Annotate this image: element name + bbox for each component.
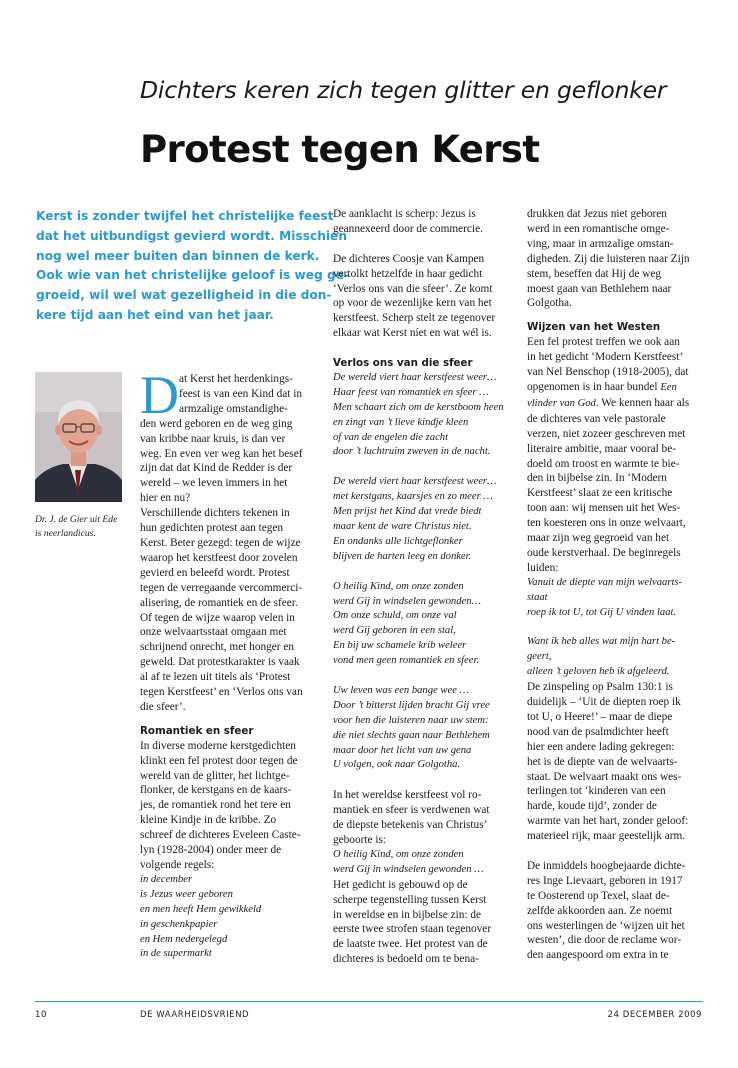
text-line: de diepste betekenis van Christus’ [333, 819, 488, 832]
text-line: mantiek en sfeer is verdwenen wat [333, 804, 490, 817]
text-line: kerstfeest. Scherp stelt ze tegenover [333, 312, 496, 325]
text-line: de dichteres van vele pastorale [527, 412, 666, 425]
text-line: Het gedicht is gebouwd op de [333, 878, 468, 891]
text-line: materieel rijk, maar geestelijk arm. [527, 830, 686, 843]
photo-caption [35, 513, 135, 541]
poem-line: werd Gij geboren in een stal, [333, 625, 456, 637]
poem-line: En bij uw schamele krib weleer [333, 640, 467, 652]
poem-line: in december [140, 873, 193, 885]
text-line: De dichteres Coosje van Kampen [333, 252, 485, 265]
text-line: gevierd en beleefd wordt. Protest [140, 566, 290, 579]
text-line: armzalige omstandighe- [179, 402, 288, 415]
poem-line: in geschenkpapier [140, 918, 218, 930]
text-line: stem, beseffen dat Hij de weg [527, 267, 662, 280]
text-line: wereld van de glitter, het lichtge- [140, 769, 290, 782]
text-line: onze welvaartsstaat omgaan met [140, 626, 287, 639]
text-line: moest gaan van Bethlehem naar [527, 282, 672, 295]
text-line: den in bijbelse zin. In ‘Modern [527, 472, 667, 485]
poem-line: Haar feest van romantiek en sfeer … [333, 386, 489, 398]
text-line: te Oosterend op Texel, slaat de- [527, 889, 670, 902]
text-line: jes, de romantiek rond het tere en [140, 799, 291, 812]
caption-line: Dr. J. de Gier uit Ede [35, 514, 118, 525]
footer-rule [35, 1001, 703, 1002]
poem-line: geert, [527, 651, 552, 663]
text-line: doeld om troost en warmte te bie- [527, 457, 680, 470]
text-line: van Nel Benschop (1918-2005), dat [527, 366, 689, 379]
text-line: tegen de verregaande vercommerci- [140, 581, 303, 594]
text-line: luiden: [527, 561, 559, 574]
text-line: Kerstfeest’ slaat ze een kritische [527, 487, 673, 500]
text-line: den aangespoord om extra in te [527, 949, 669, 962]
text-line: maar zijn weg gegroeid van het [527, 532, 670, 545]
text-line: lyn (1928-2004) onder meer de [140, 844, 282, 857]
text-line: drukken dat Jezus niet geboren [527, 208, 667, 220]
poem-line: is Jezus weer geboren [140, 888, 233, 900]
article-headline: Protest tegen Kerst [140, 128, 540, 171]
poem-line: Men schaart zich om de kerstboom heen [333, 401, 504, 413]
article-column-1 [140, 372, 320, 962]
lead-paragraph [36, 207, 350, 326]
poem-line: De wereld viert haar kerstfeest weer… [333, 371, 497, 383]
lead-line: Kerst is zonder twijfel het christelijke feest [36, 209, 334, 223]
paragraph-gap [527, 311, 705, 320]
poem-line: staat [527, 591, 548, 603]
poem-line: En ondanks alle lichtgeflonker [333, 535, 463, 547]
poem-line: Want ik heb alles wat mijn hart be- [527, 636, 676, 648]
text-line: Een fel protest treffen we ook aan [527, 336, 680, 349]
text-line: De aanklacht is scherp: Jezus is [333, 208, 476, 220]
text-line: scherpe tegenstelling tussen Kerst [333, 893, 487, 906]
poem-line: U volgen, ook naar Golgotha. [333, 759, 461, 771]
text-line: eerste twee strofen staan tegenover [333, 923, 492, 936]
text-line: dichteres is bedoeld om te bena- [333, 953, 479, 966]
text-line: Kerst. Beter gezegd: tegen de wijze [140, 536, 301, 549]
text-line: wereld – we leven immers in het [140, 477, 288, 490]
poem-line: alleen ’t geloven heb ik afgeleerd. [527, 666, 670, 678]
text-line: verzen, niet zozeer geschreven met [527, 427, 686, 440]
poem-line: werd Gij in windselen gewonden … [333, 863, 484, 875]
text-line: hun gedichten protest aan tegen [140, 522, 284, 535]
section-heading: Verlos ons van die sfeer [333, 357, 473, 370]
section-heading: Wijzen van het Westen [527, 321, 661, 334]
text-line: klinkt een fel protest door tegen de [140, 754, 298, 767]
text-line: opgenomen is in haar bundel Een [527, 380, 677, 393]
text-line: waarop het kerstfeest door zovelen [140, 551, 298, 564]
poem-line: Door ’t bitterst lijden bracht Gij vree [333, 699, 490, 711]
text-line: van kribbe naar kruis, is dan ver [140, 432, 286, 445]
paragraph-gap [333, 460, 513, 475]
lead-line: Ook wie van het christelijke geloof is weg ge- [36, 268, 350, 283]
text-line: feest is van een Kind dat in [179, 387, 302, 400]
poem-line: in de supermarkt [140, 948, 212, 960]
text-line: die sfeer’. [140, 700, 186, 713]
text-line: tot U, o Heere!’ – maar de diepe [527, 710, 673, 723]
text-line: geboorte is: [333, 833, 387, 846]
poem-line: die niet slechts gaan naar Bethlehem [333, 729, 490, 741]
article-kicker: Dichters keren zich tegen glitter en geflonker [140, 76, 667, 104]
caption-line: is neerlandicus. [35, 528, 96, 539]
text-line: harde, koude tijd’, zonder de [527, 800, 657, 813]
text-line: zelfde akkoorden aan. Ze noemt [527, 904, 673, 917]
text-line: res Inge Lievaart, geboren in 1917 [527, 874, 683, 887]
text-line: de laatste twee. Het protest van de [333, 938, 488, 951]
paragraph-gap [527, 844, 705, 859]
magazine-name: DE WAARHEIDSVRIEND [140, 1010, 250, 1020]
poem-line: Om onze schuld, om onze val [333, 610, 457, 622]
text-line: geweld. Dat protestkarakter is vaak [140, 656, 300, 669]
text-line: den werd geboren en de weg ging [140, 417, 293, 430]
issue-date: 24 DECEMBER 2009 [607, 1010, 702, 1020]
text-line: alisering, de romantiek en de sfeer. [140, 596, 298, 609]
paragraph-gap [333, 773, 513, 788]
poem-line: vond men geen romantiek en sfeer. [333, 655, 480, 667]
text-line: ving, maar in armzalige omstan- [527, 237, 674, 250]
text-line: het is de diepte van de welvaarts- [527, 755, 678, 768]
text-line: in wereldse en in bijbelse zin: de [333, 908, 482, 921]
text-line: De zinspeling op Psalm 130:1 is [527, 681, 673, 694]
poem-line: Vanuit de diepte van mijn welvaarts- [527, 576, 683, 588]
poem-line: O heilig Kind, om onze zonden [333, 580, 464, 592]
text-line: hier een andere lading gekregen: [527, 740, 675, 753]
paragraph-gap [527, 620, 705, 635]
article-column-3 [527, 207, 705, 963]
text-line: Golgotha. [527, 297, 572, 310]
text-line: oude kerstverhaal. De beginregels [527, 546, 681, 559]
paragraph-gap [333, 565, 513, 580]
text-line: De inmiddels hoogbejaarde dichte- [527, 859, 686, 872]
text-line: digheden. Zij die luisteren naar Zijn [527, 252, 690, 265]
paragraph-gap [140, 715, 320, 724]
text-line: at Kerst het herdenkings- [179, 373, 293, 385]
text-line: hier en nu? [140, 492, 191, 505]
page-number: 10 [35, 1010, 47, 1020]
poem-line: werd Gij in windselen gewonden… [333, 595, 481, 607]
text-line: ‘Verlos ons van die sfeer’. Ze komt [333, 282, 493, 295]
text-line: In diverse moderne kerstgedichten [140, 739, 296, 752]
text-line: nood van de psalmdichter heeft [527, 725, 669, 738]
text-line: westen’, die door de reclame wor- [527, 934, 682, 947]
text-line: tegen Kerstfeest’ en ‘Verlos ons van [140, 686, 303, 699]
poem-line: door ’t luchtruim zweven in de nacht. [333, 446, 491, 458]
poem-line: en men heeft Hem gewikkeld [140, 903, 262, 915]
poem-line: met kerstgans, kaarsjes en zo meer … [333, 491, 493, 503]
text-line: Of tegen de wijze waarop velen in [140, 611, 295, 624]
text-line: duidelijk – ‘Uit de diepten roep ik [527, 695, 681, 708]
text-line: ten koesteren ons in onze welvaart, [527, 517, 686, 530]
text-line: literaire ambitie, maar vooral be- [527, 442, 676, 455]
text-line: op voor de wezenlijke kern van het [333, 297, 492, 310]
text-line: schreef de dichteres Eveleen Caste- [140, 829, 301, 842]
text-line: flonker, de kerstgans en de kaars- [140, 784, 292, 797]
lead-line: nog wel meer buiten dan binnen de kerk. [36, 248, 320, 263]
text-line: warmte van het hart, zonder geloof: [527, 815, 689, 828]
poem-line: maar door het licht van uw gena [333, 744, 472, 756]
text-line: weg. En even ver weg kan het besef [140, 447, 303, 460]
drop-cap: D [140, 365, 179, 425]
poem-line: O heilig Kind, om onze zonden [333, 848, 464, 860]
text-line: kleine Kindje in de kribbe. Zo [140, 814, 277, 827]
text-line: staat. De welvaart maakt ons wes- [527, 770, 682, 783]
article-column-2 [333, 207, 513, 967]
text-line: elkaar wat Kerst níet en wat wél is. [333, 327, 492, 340]
text-line: In het wereldse kerstfeest vol ro- [333, 789, 482, 802]
text-line: toon aan: wij mensen uit het Wes- [527, 502, 681, 515]
text-line: Verschillende dichters tekenen in [140, 507, 290, 520]
text-line: ons westerlingen de ‘wijzen uit het [527, 919, 685, 932]
text-line: werd in een romantische omge- [527, 222, 670, 235]
author-photo [35, 372, 122, 502]
text-line: vertolkt hetzelfde in haar gedicht [333, 267, 483, 280]
text-line: terlingen tot ‘kinderen van een [527, 785, 666, 798]
poem-line: voor hen die luisteren naar uw stem: [333, 714, 489, 726]
poem-line: De wereld viert haar kerstfeest weer… [333, 476, 497, 488]
text-line: in het gedicht ‘Modern Kerstfeest’ [527, 351, 684, 364]
text-line: zijn dat dat Kind de Redder is der [140, 462, 293, 475]
poem-line: Uw leven was een bange wee … [333, 684, 469, 696]
text-line: volgende regels: [140, 859, 215, 871]
poem-line: roep ik tot U, tot Gij U vinden laat. [527, 606, 677, 618]
poem-line: en zingt van ’t lieve kindje kleen [333, 416, 469, 428]
poem-line: maar kent de ware Christus niet. [333, 520, 472, 532]
poem-line: Men prijst het Kind dat vrede biedt [333, 506, 482, 518]
author-portrait-illustration [35, 372, 122, 502]
section-heading: Romantiek en sfeer [140, 724, 254, 737]
lead-line: dat het uitbundigst gevierd wordt. Misschien [36, 228, 347, 243]
lead-line: groeid, wil wel wat gezelligheid in die don- [36, 288, 332, 303]
poem-line: blijven de harten leeg en donker. [333, 550, 472, 562]
poem-line: en Hem nedergelegd [140, 933, 228, 945]
text-line: al af te lezen uit titels als ‘Protest [140, 671, 291, 684]
poem-line: of van de engelen die zacht [333, 431, 449, 443]
paragraph-gap [333, 237, 513, 252]
paragraph-gap [333, 669, 513, 684]
text-line: vlinder van God. We kennen haar als [527, 396, 690, 409]
paragraph-gap [333, 341, 513, 356]
text-line: schrijnend onrecht, met honger en [140, 641, 295, 654]
text-line: geannexeerd door de commercie. [333, 222, 483, 235]
lead-line: kere tijd aan het eind van het jaar. [36, 307, 274, 322]
